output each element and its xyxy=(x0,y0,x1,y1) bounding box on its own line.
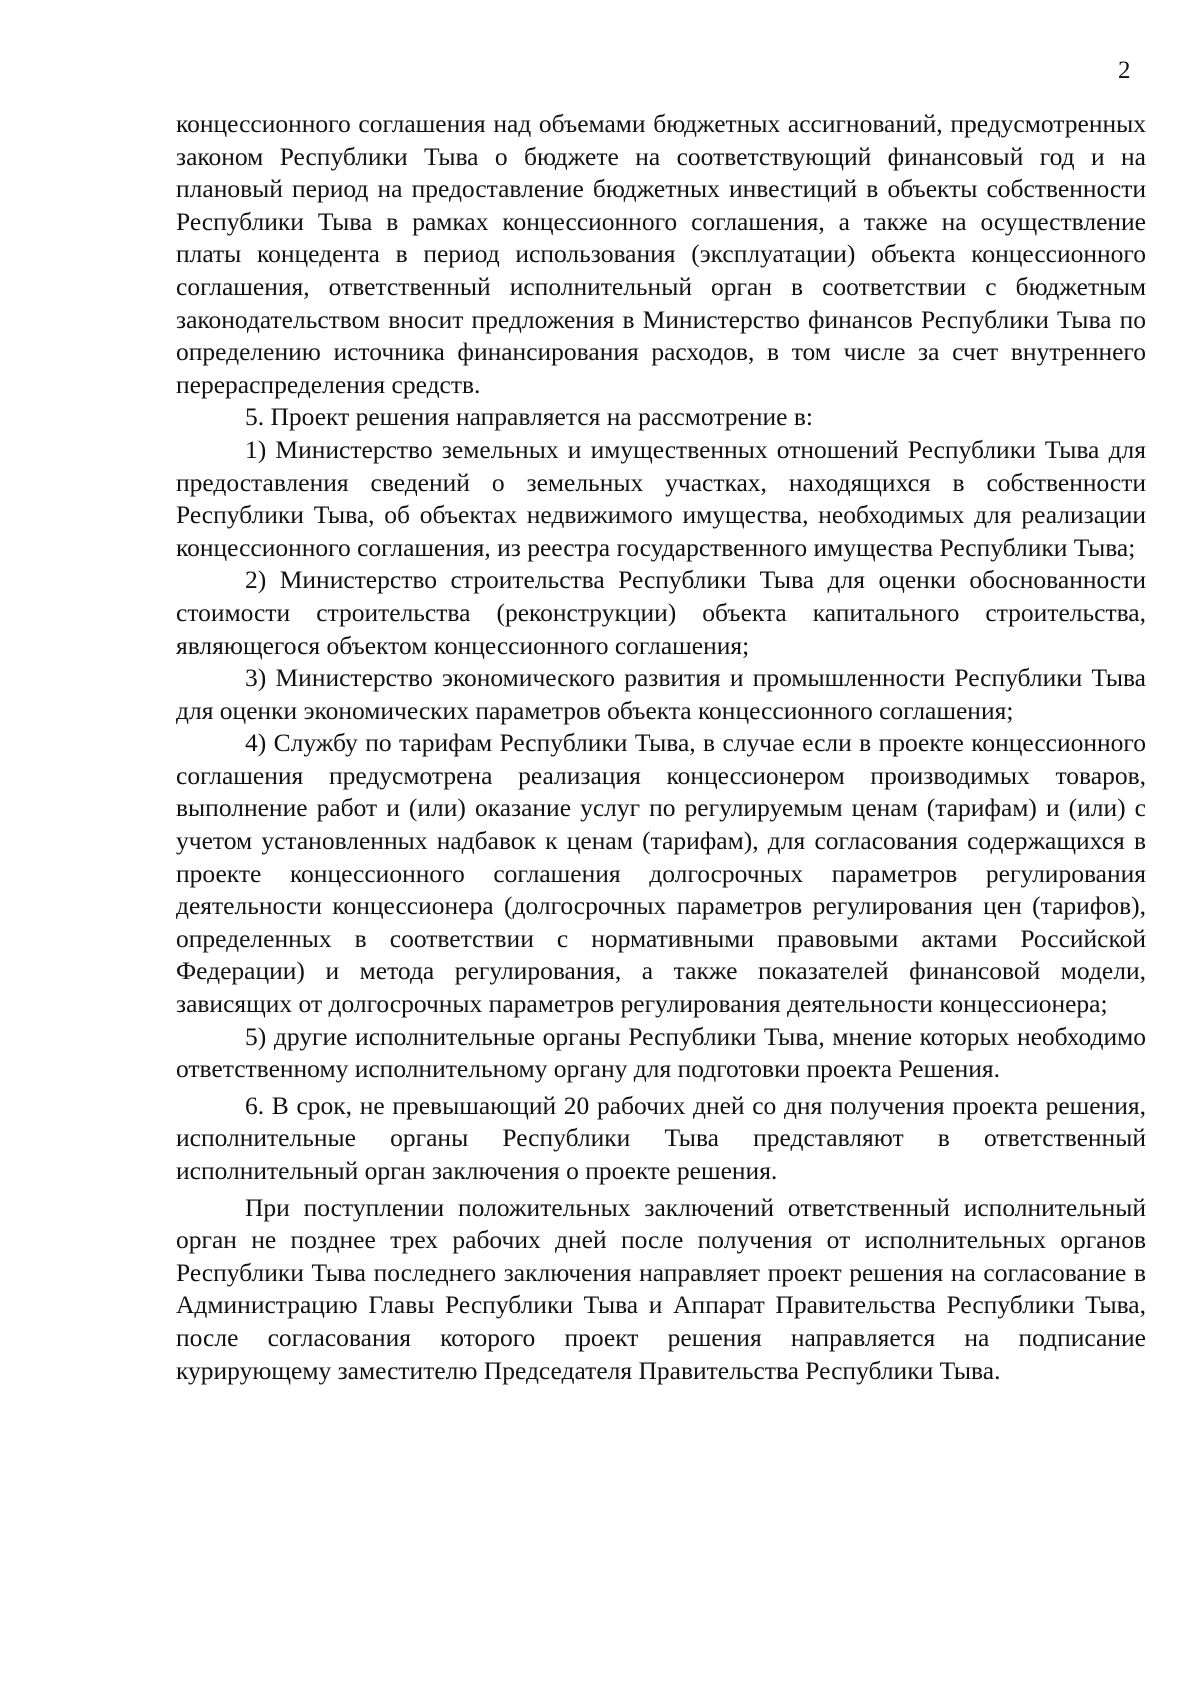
page-number: 2 xyxy=(1118,57,1131,84)
paragraph-item-5: 5. Проект решения направляется на рассмотрение в: xyxy=(245,402,813,432)
paragraph-item-5-5: 5) другие исполнительные органы Республики Тыва, мнение которых необходимо ответственному исполнительному органу для подготовки проекта Решения. xyxy=(176,1021,1146,1084)
paragraph-budget-financing: концессионного соглашения над объемами бюджетных ассигнований, предусмотренных законом Республики Тыва о бюджете на соответствующий финансовый год и на плановый период на предоставление бюджетных инвестиций в объекты собственности Республики Тыва в рамках концессионного соглашения, а также на осуществление платы концедента в период использования (эксплуатации) объекта концессионного соглашения, ответственный исполнительный орган в соответствии с бюджетным законодательством вносит предложения в Министерство финансов Республики Тыва по определению источника финансирования расходов, в том числе за счет внутреннего перераспределения средств. xyxy=(176,109,1146,399)
paragraph-item-5-1: 1) Министерство земельных и имущественных отношений Республики Тыва для предоставления сведений о земельных участках, находящихся в собственности Республики Тыва, об объектах недвижимого имущества, необходимых для реализации концессионного соглашения, из реестра государственного имущества Республики Тыва; xyxy=(176,434,1146,562)
paragraph-item-5-4: 4) Службу по тарифам Республики Тыва, в случае если в проекте концессионного соглашения предусмотрена реализация концессионером производимых товаров, выполнение работ и (или) оказание услуг по регулируемым ценам (тарифам) и (или) с учетом установленных надбавок к ценам (тарифам), для согласования содержащихся в проекте концессионного соглашения долгосрочных параметров регулирования деятельности концессионера (долгосрочных параметров регулирования цен (тарифов), определенных в соответствии с нормативными правовыми актами Российской Федерации) и метода регулирования, а также показателей финансовой модели, зависящих от долгосрочных параметров регулирования деятельности концессионера; xyxy=(176,728,1146,1019)
paragraph-positive-conclusions: При поступлении положительных заключений ответственный исполнительный орган не позднее трех рабочих дней после получения от исполнительных органов Республики Тыва последнего заключения направляет проект решения на согласование в Администрацию Главы Республики Тыва и Аппарат Правительства Республики Тыва, после согласования которого проект решения направляется на подписание курирующему заместителю Председателя Правительства Республики Тыва. xyxy=(176,1192,1146,1385)
paragraph-item-5-3: 3) Министерство экономического развития и промышленности Республики Тыва для оценки экономических параметров объекта концессионного соглашения; xyxy=(176,663,1146,725)
document-body xyxy=(176,108,1146,1387)
paragraph-item-5-2: 2) Министерство строительства Республики Тыва для оценки обоснованности стоимости строительства (реконструкции) объекта капитального строительства, являющегося объектом концессионного соглашения; xyxy=(176,565,1146,660)
paragraph-item-6: 6. В срок, не превышающий 20 рабочих дней со дня получения проекта решения, исполнительные органы Республики Тыва представляют в ответственный исполнительный орган заключения о проекте решения. xyxy=(176,1090,1146,1185)
